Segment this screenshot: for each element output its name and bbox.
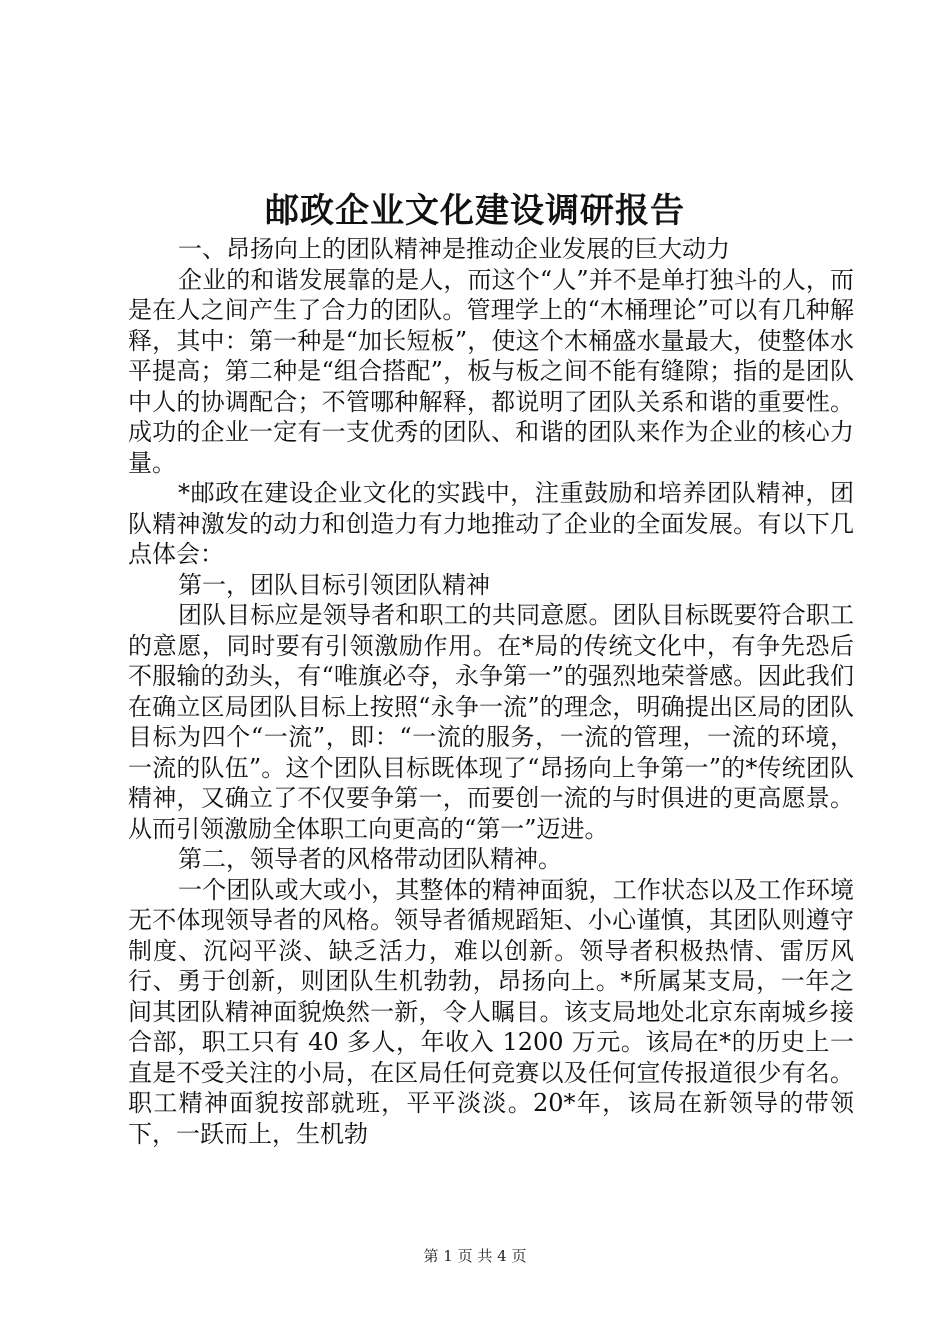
section-heading: 一、昂扬向上的团队精神是推动企业发展的巨大动力: [178, 235, 730, 263]
paragraph: 企业的和谐发展靠的是人，而这个“人”并不是单打独斗的人，而是在人之间产生了合力的团队。管理学上的“木桶理论”可以有几种解释，其中：第一种是“加长短板”，使这个木桶盛水量最大，使整体水平提高；第二种是“组合搭配”，板与板之间不能有缝隙；指的是团队中人的协调配合；不管哪种解释，都说明了团队关系和谐的重要性。成功的企业一定有一支优秀的团队、和谐的团队来作为企业的核心力量。: [128, 265, 854, 477]
document-title: 邮政企业文化建设调研报告: [265, 191, 685, 231]
paragraph: *邮政在建设企业文化的实践中，注重鼓励和培养团队精神，团队精神激发的动力和创造力有力地推动了企业的全面发展。有以下几点体会：: [128, 479, 854, 568]
page-footer: 第 1 页 共 4 页: [423, 1247, 527, 1265]
subsection-heading: 第二，领导者的风格带动团队精神。: [178, 845, 562, 873]
subsection-heading: 第一，团队目标引领团队精神: [178, 570, 490, 599]
document-body: [128, 234, 854, 1149]
paragraph: 一个团队或大或小，其整体的精神面貌，工作状态以及工作环境无不体现领导者的风格。领导者循规蹈矩、小心谨慎，其团队则遵守制度、沉闷平淡、缺乏活力，难以创新。领导者积极热情、雷厉风行、勇于创新，则团队生机勃勃，昂扬向上。*所属某支局，一年之间其团队精神面貌焕然一新，令人瞩目。该支局地处北京东南城乡接合部，职工只有 40 多人，年收入 1200 万元。该局在*的历史上一直是不受关注的小局，在区局任何竞赛以及任何宣传报道很少有名。职工精神面貌按部就班，平平淡淡。20*年，该局在新领导的带领下，一跃而上，生机勃: [128, 875, 854, 1148]
paragraph: 团队目标应是领导者和职工的共同意愿。团队目标既要符合职工的意愿，同时要有引领激励作用。在*局的传统文化中，有争先恐后不服输的劲头，有“唯旗必夺，永争第一”的强烈地荣誉感。因此我们在确立区局团队目标上按照“永争一流”的理念，明确提出区局的团队目标为四个“一流”，即：“一流的服务，一流的管理，一流的环境，一流的队伍”。这个团队目标既体现了“昂扬向上争第一”的*传统团队精神，又确立了不仅要争第一，而要创一流的与时俱进的更高愿景。从而引领激励全体职工向更高的“第一”迈进。: [128, 601, 854, 843]
